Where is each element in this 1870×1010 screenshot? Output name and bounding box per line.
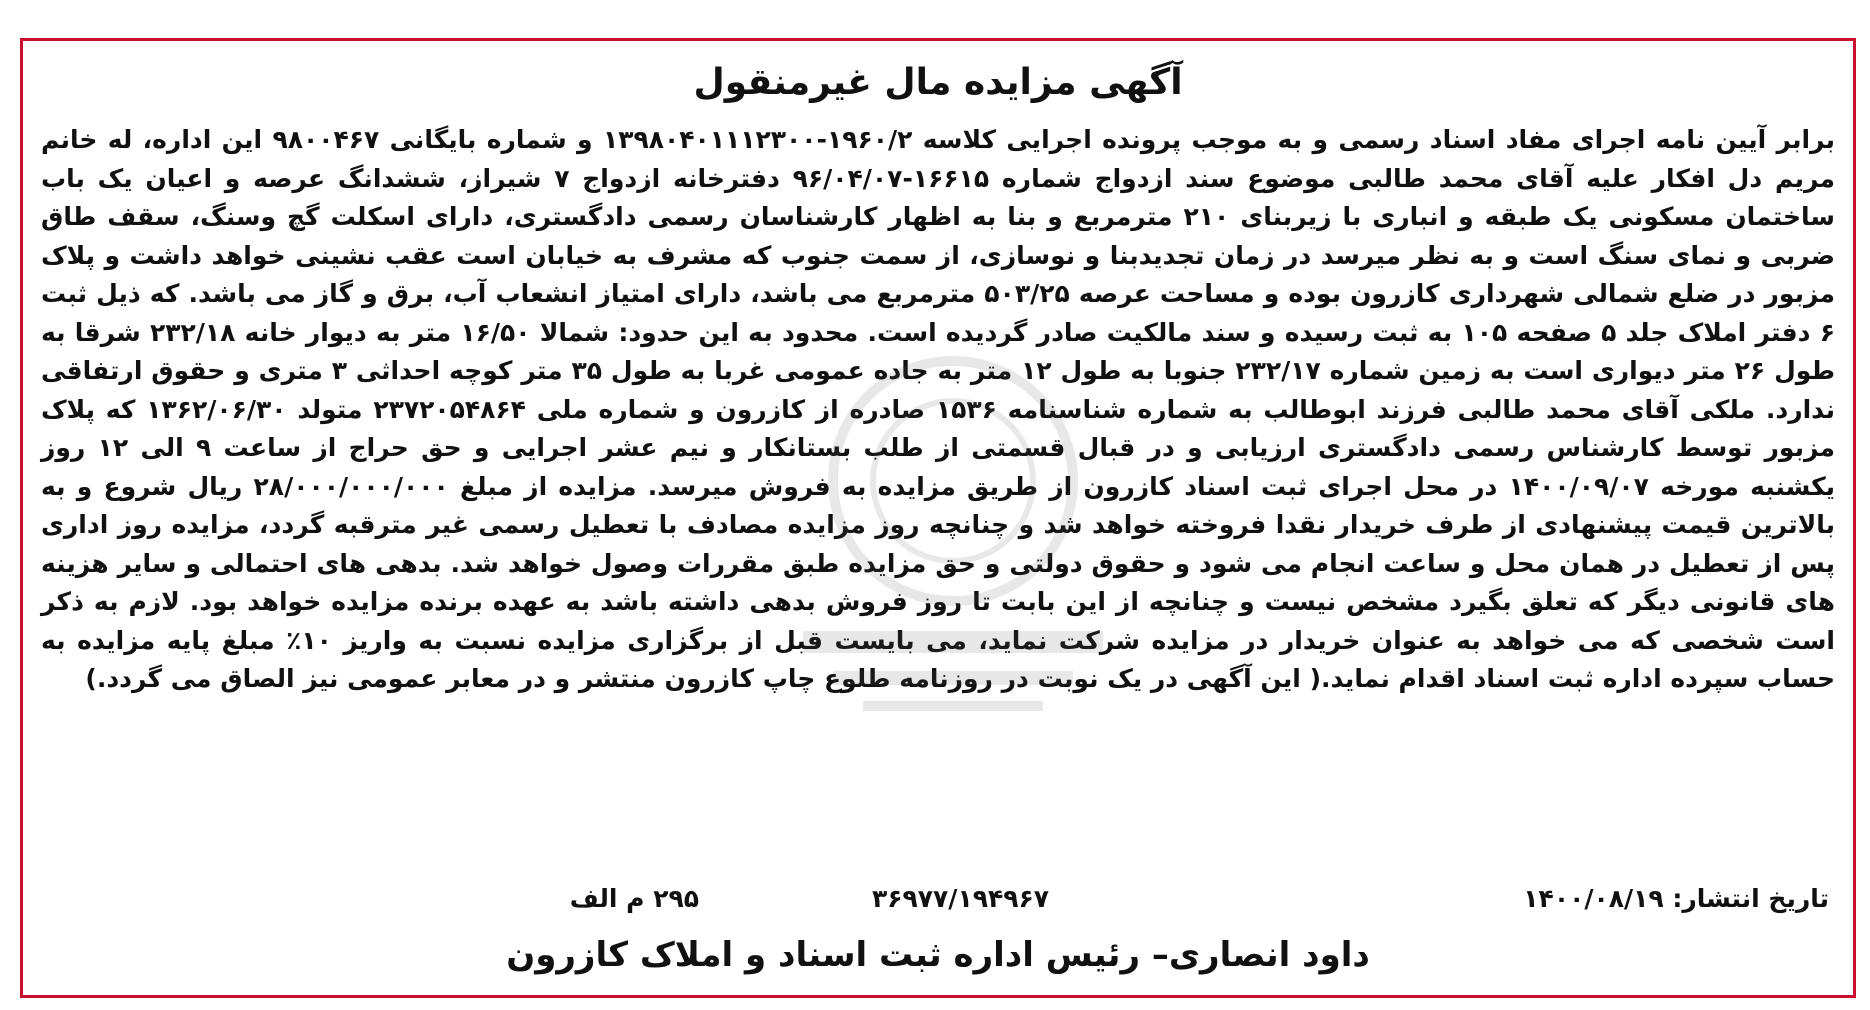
signature-line: داود انصاری– رئیس اداره ثبت اسناد و املاک کازرون bbox=[506, 935, 1370, 975]
notice-code: ۲۹۵ م الف bbox=[569, 884, 699, 913]
notice-frame bbox=[20, 38, 1856, 998]
notice-body: برابر آیین نامه اجرای مفاد اسناد رسمی و به موجب پرونده اجرایی کلاسه ۱۹۶۰/۲-۱۳۹۸۰۴۰۱۱۱۲۳۰۰ و شماره بایگانی ۹۸۰۰۴۶۷ این اداره، له خانم مریم دل افکار علیه آقای محمد طالبی موضوع سند ازدواج شماره ۱۶۶۱۵-۹۶/۰۴/۰۷ دفترخانه ازدواج ۷ شیراز، ششدانگ عرصه و اعیان یک باب ساختمان مسکونی یک طبقه و انباری با زیربنای ۲۱۰ مترمربع و بنا به اظهار کارشناسان رسمی دادگستری، دارای اسکلت گچ وسنگ، سقف طاق ضربی و نمای سنگ است و به نظر میرسد در زمان تجدیدبنا و نوسازی، از سمت جنوب که مشرف به خیابان است عقب نشینی خواهد داشت و پلاک مزبور در ضلع شمالی شهرداری کازرون بوده و مساحت عرصه ۵۰۳/۲۵ مترمربع می باشد، دارای امتیاز انشعاب آب، برق و گاز می باشد. که ذیل ثبت ۶ دفتر املاک جلد ۵ صفحه ۱۰۵ به ثبت رسیده و سند مالکیت صادر گردیده است. محدود به این حدود: شمالا ۱۶/۵۰ متر به دیوار خانه ۲۳۲/۱۸ شرقا به طول ۲۶ متر دیواری است به زمین شماره ۲۳۲/۱۷ جنوبا به طول ۱۲ متر به جاده عمومی غربا به طول ۳۵ متر کوچه احداثی ۳ متری و حقوق ارتفاقی ندارد. ملکی آقای محمد طالبی فرزند ابوطالب به شماره شناسنامه ۱۵۳۶ صادره از کازرون و شماره ملی ۲۳۷۲۰۵۴۸۶۴ متولد ۱۳۶۲/۰۶/۳۰ که پلاک مزبور توسط کارشناس رسمی دادگستری ارزیابی و در قبال قسمتی از طلب بستانکار و نیم عشر اجرایی و حق حراج از ساعت ۹ الی ۱۲ روز یکشنبه مورخه ۱۴۰۰/۰۹/۰۷ در محل اجرای ثبت اسناد کازرون از طریق مزایده به فروش میرسد. مزایده از مبلغ ۲۸/۰۰۰/۰۰۰/۰۰۰ ریال شروع و به بالاترین قیمت پیشنهادی از طرف خریدار نقدا فروخته خواهد شد و چنانچه روز مزایده مصادف با تعطیل رسمی غیر مترقبه گردد، مزایده روز اداری پس از تعطیل در همان محل و ساعت انجام می شود و حقوق دولتی و حق مزایده طبق مقررات وصول خواهد شد. بدهی های احتمالی و سایر هزینه های قانونی دیگر که تعلق بگیرد مشخص نیست و چنانچه از این بابت تا روز فروش بدهی داشته باشد به عهده برنده مزایده خواهد بود. لازم به ذکر است شخصی که می خواهد به عنوان خریدار در مزایده شرکت نماید، می بایست قبل از برگزاری مزایده نسبت به واریز ۱۰٪ مبلغ پایه مزایده به حساب سپرده اداره ثبت اسناد اقدام نماید.( این آگهی در یک نوبت در روزنامه طلوع چاپ کازرون منتشر و در معابر عمومی نیز الصاق می گردد.) bbox=[41, 125, 1836, 693]
reference-number: ۳۶۹۷۷/۱۹۴۹۶۷ bbox=[872, 884, 1049, 913]
publication-info bbox=[47, 879, 1829, 919]
publish-date: تاریخ انتشار: ۱۴۰۰/۰۸/۱۹ bbox=[1523, 884, 1829, 913]
notice-title: آگهی مزایده مال غیرمنقول bbox=[693, 62, 1183, 103]
